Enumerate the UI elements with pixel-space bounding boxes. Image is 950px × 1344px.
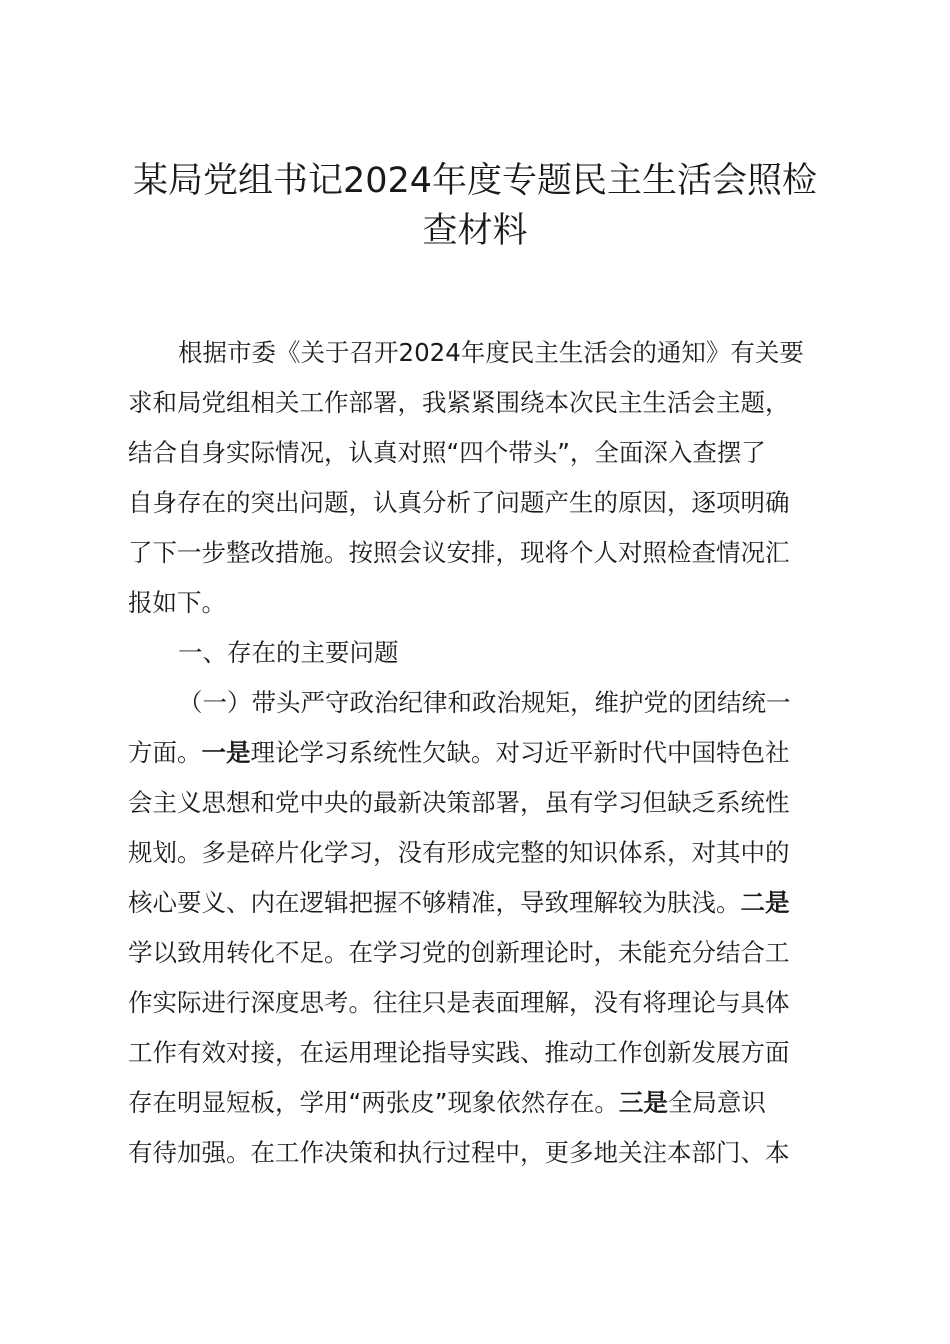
body-line [128, 1128, 838, 1178]
document-title [110, 156, 840, 256]
body-line [128, 928, 838, 978]
body-text: 存在明显短板，学用“两张皮”现象依然存在。 [128, 1088, 619, 1117]
body-line [128, 978, 838, 1028]
body-text: 方面。 [128, 738, 202, 767]
bold-keyword: 二是 [740, 888, 790, 917]
body-line [128, 678, 838, 728]
title-line: 某局党组书记2024年度专题民主生活会照检 [132, 161, 818, 201]
body-text: 自身存在的突出问题，认真分析了问题产生的原因，逐项明确 [128, 488, 790, 517]
bold-keyword: 一是 [201, 738, 251, 767]
body-line [128, 428, 838, 478]
document-body [128, 328, 838, 1178]
title-line: 查材料 [422, 211, 528, 251]
body-text: 会主义思想和党中央的最新决策部署，虽有学习但缺乏系统性 [128, 788, 790, 817]
body-line [128, 778, 838, 828]
body-text: 核心要义、内在逻辑把握不够精准，导致理解较为肤浅。 [128, 888, 741, 917]
body-line [128, 628, 838, 678]
body-line [128, 1028, 838, 1078]
body-line [128, 728, 838, 778]
body-line [128, 328, 838, 378]
body-text: 报如下。 [128, 588, 226, 617]
body-text: （一）带头严守政治纪律和政治规矩，维护党的团结统一 [178, 688, 791, 717]
body-text: 学以致用转化不足。在学习党的创新理论时，未能充分结合工 [128, 938, 790, 967]
body-text: 全局意识 [667, 1088, 766, 1117]
bold-keyword: 三是 [618, 1088, 668, 1117]
body-text: 理论学习系统性欠缺。对习近平新时代中国特色社 [250, 738, 790, 767]
body-line [128, 1078, 838, 1128]
body-text: 作实际进行深度思考。往往只是表面理解，没有将理论与具体 [128, 988, 790, 1017]
body-line [128, 528, 838, 578]
body-text: 求和局党组相关工作部署，我紧紧围绕本次民主生活会主题， [128, 388, 790, 417]
body-text: 根据市委《关于召开2024年度民主生活会的通知》有关要 [178, 338, 804, 367]
body-line [128, 878, 838, 928]
body-text: 了下一步整改措施。按照会议安排，现将个人对照检查情况汇 [128, 538, 790, 567]
body-text: 规划。多是碎片化学习，没有形成完整的知识体系，对其中的 [128, 838, 790, 867]
body-line [128, 378, 838, 428]
body-line [128, 828, 838, 878]
body-line [128, 578, 838, 628]
body-text: 工作有效对接，在运用理论指导实践、推动工作创新发展方面 [128, 1038, 790, 1067]
body-text: 一、存在的主要问题 [178, 638, 399, 667]
body-text: 结合自身实际情况，认真对照“四个带头”，全面深入查摆了 [128, 438, 766, 467]
body-text: 有待加强。在工作决策和执行过程中，更多地关注本部门、本 [128, 1138, 790, 1167]
body-line [128, 478, 838, 528]
